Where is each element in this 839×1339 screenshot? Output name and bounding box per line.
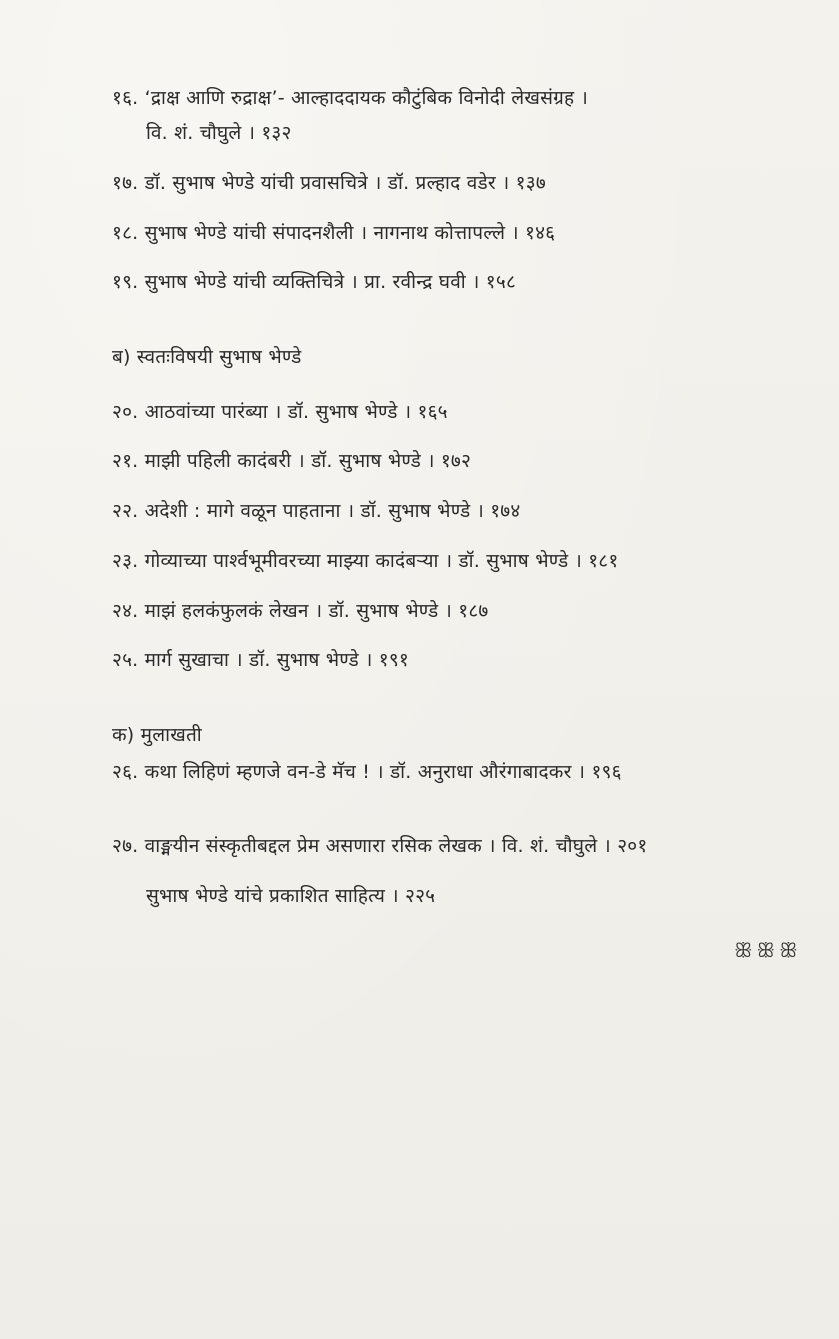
toc-item-27: २७. वाङ्मयीन संस्कृतीबद्दल प्रेम असणारा रसिक लेखक । वि. शं. चौघुले । २०१ [112,835,648,857]
toc-item-21: २१. माझी पहिली कादंबरी । डॉ. सुभाष भेण्डे । १७२ [112,450,472,472]
toc-item-17: १७. डॉ. सुभाष भेण्डे यांची प्रवासचित्रे । डॉ. प्रल्हाद वडेर । १३७ [112,172,546,194]
toc-item-26: २६. कथा लिहिणं म्हणजे वन-डे मॅच ! । डॉ. अनुराधा औरंगाबादकर । १९६ [112,761,622,783]
toc-item-20: २०. आठवांच्या पारंब्या । डॉ. सुभाष भेण्डे । १६५ [112,401,448,423]
toc-item-24: २४. माझं हलकंफुलकं लेखन । डॉ. सुभाष भेण्डे । १८७ [112,600,489,622]
section-c-heading: क) मुलाखती [112,724,202,746]
toc-item-19: १९. सुभाष भेण्डे यांची व्यक्तिचित्रे । प्रा. रवीन्द्र घवी । १५८ [112,271,517,293]
toc-item-16-line2: वि. शं. चौघुले । १३२ [146,122,292,144]
toc-item-22: २२. अदेशी : मागे वळून पाहताना । डॉ. सुभाष भेण्डे । १७४ [112,500,521,522]
toc-item-16-line1: १६. ‘द्राक्ष आणि रुद्राक्ष’- आल्हाददायक कौटुंबिक विनोदी लेखसंग्रह । [112,87,588,109]
toc-closing-item: सुभाष भेण्डे यांचे प्रकाशित साहित्य । २२५ [146,885,436,907]
toc-item-23: २३. गोव्याच्या पार्श्वभूमीवरच्या माझ्या कादंबऱ्या । डॉ. सुभाष भेण्डे । १८१ [112,550,619,572]
toc-item-25: २५. मार्ग सुखाचा । डॉ. सुभाष भेण्डे । १९१ [112,649,410,671]
section-b-heading: ब) स्वतःविषयी सुभाष भेण्डे [112,346,302,368]
toc-item-18: १८. सुभाष भेण्डे यांची संपादनशैली । नागनाथ कोत्तापल्ले । १४६ [112,222,556,244]
decorative-ornament: ꕥꕥꕥ [734,938,802,962]
